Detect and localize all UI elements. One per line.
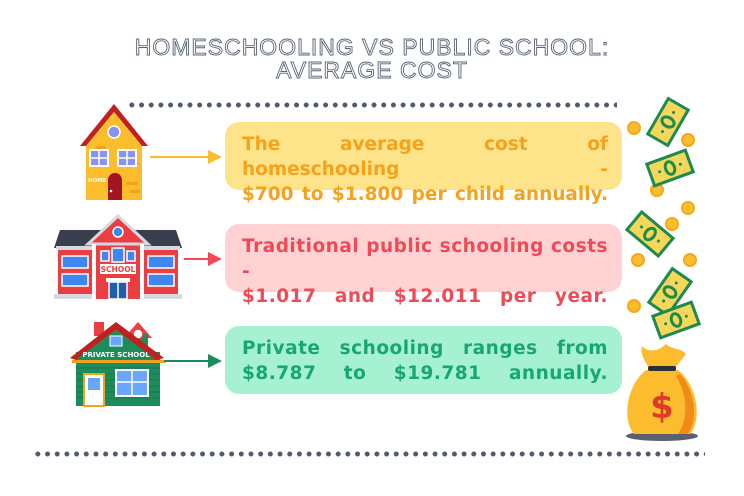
title-dotted-divider [127, 102, 617, 108]
title-line-2: AVERAGE COST [276, 57, 468, 83]
arrow-public [184, 258, 220, 260]
homeschool-cost-line-2: $700 to $1.800 per child annually. [242, 184, 608, 205]
falling-money-icon [620, 92, 730, 352]
arrow-home [150, 156, 220, 158]
title-line-1: HOMESCHOOLING VS PUBLIC SCHOOL: [134, 34, 610, 60]
private-school-cost-box [225, 326, 622, 394]
bottom-dotted-divider [33, 451, 705, 457]
svg-text:SCHOOL: SCHOOL [100, 265, 136, 274]
private-school-cost-line-2: $8.787 to $19.781 annually. [242, 363, 608, 384]
arrow-private [164, 360, 220, 362]
public-school-cost-box [225, 224, 622, 307]
public-school-building-icon [52, 214, 184, 300]
private-school-cost-line-1: Private schooling ranges from [242, 338, 608, 359]
home-house-icon [78, 102, 150, 202]
homeschool-cost-line-1: The average cost of homeschooling - [242, 134, 608, 180]
svg-text:PRIVATE SCHOOL: PRIVATE SCHOOL [82, 351, 150, 359]
public-school-cost-line-1: Traditional public schooling costs - [242, 236, 608, 282]
svg-text:HOME: HOME [88, 178, 107, 184]
svg-text:$: $ [650, 387, 674, 427]
private-school-house-icon [66, 318, 174, 408]
homeschool-cost-box [225, 122, 622, 205]
public-school-cost-line-2: $1.017 and $12.011 per year. [242, 286, 608, 307]
money-bag-icon [620, 340, 704, 442]
